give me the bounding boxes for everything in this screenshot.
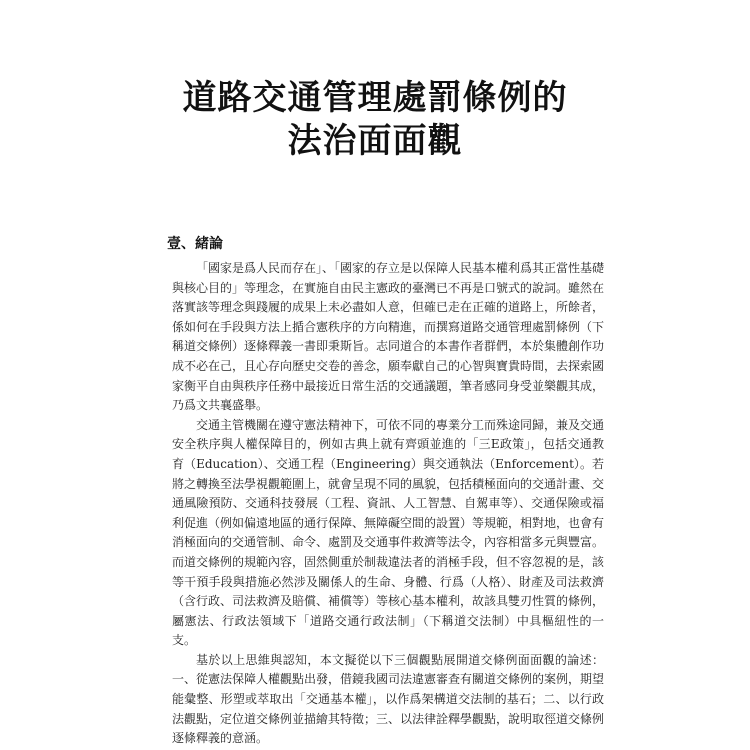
paragraph-1: 「國家是爲人民而存在」、「國家的存立是以保障人民基本權利爲其正當性基礎與核心目的」等理念，在實施自由民主憲政的臺灣已不再是口號式的說詞。雖然在落實該等理念與踐履的成果上未必盡如人意，但確已走在正確的道路上，所餘者，係如何在手段與方法上揗合憲秩序的方向精進，而撰寫道路交通管理處罰條例（下稱道交條例）逐條釋義一書即秉斯旨。志同道合的本書作者群們，本於集體創作功成不必在己，且心存向歷史交卷的善念，願奉獻自己的心智與寶貴時間，去探索國家衡平自由與秩序任務中最接近日常生活的交通議題，筆者感同身受並樂觀其成，乃爲文共襄盛舉。 — [172, 261, 605, 413]
section-heading: 壹、緒論 — [167, 236, 223, 252]
page-title-line-2: 法治面面觀 — [287, 121, 463, 161]
paragraph-3: 基於以上思維與認知，本文擬從以下三個觀點展開道交條例面面觀的論述：一、從憲法保障人權觀點出發，借鏡我國司法違憲審查有關道交條例的案例，期望能彙整、形塑或萃取出「交通基本權」，以作爲架構道交法制的基石；二、以行政法觀點，定位道交條例並描繪其特徵；三、以法律詮釋學觀點，說明取徑道交條例逐條釋義的意涵。 — [172, 652, 605, 746]
paragraph-2: 交通主管機關在遵守憲法精神下，可依不同的專業分工而殊途同歸，兼及交通安全秩序與人權保障目的，例如古典上就有齊頭並進的「三E政策」，包括交通教育（Education）、交通工程（Engineering）與交通執法（Enforcement）。若將之轉換至法學視觀範圍上，就會呈現不同的風貌，包括積極面向的交通計畫、交通風險預防、交通科技發展（工程、資訊、人工智慧、自駕車等）、交通保險或福利促進（例如偏遠地區的通行保障、無障礙空間的設置）等規範，相對地，也會有消極面向的交通管制、命令、處罰及交通事件救濟等法令，內容相當多元與豐富。而道交條例的規範內容，固然側重於制裁違法者的消極手段，但不容忽視的是，該等干預手段與措施必然涉及關係人的生命、身體、行爲（人格）、財產及司法救濟（含行政、司法救濟及賠償、補償等）等核心基本權利，故該具雙刃性質的條例，屬憲法、行政法領域下「道路交通行政法制」（下稱道交法制）中具樞紐性的一支。 — [172, 417, 605, 648]
page-title-line-1: 道路交通管理處罰條例的 — [182, 78, 568, 118]
section-body — [172, 259, 604, 749]
